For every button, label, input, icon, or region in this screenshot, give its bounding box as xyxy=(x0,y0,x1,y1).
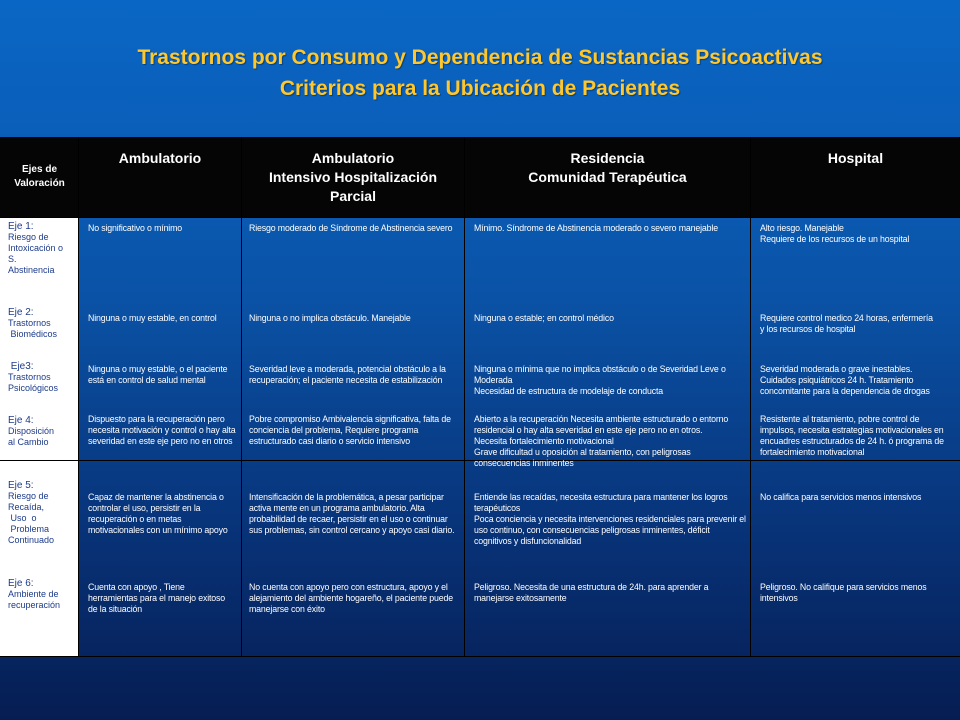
header-col2-line3: Parcial xyxy=(330,188,376,204)
header-axes: Ejes de Valoración xyxy=(14,164,65,189)
axis-6-line: Ambiente de xyxy=(8,589,59,599)
axis-5-line: Riesgo de xyxy=(8,491,49,501)
axis-2-title: Eje 2: xyxy=(8,307,34,318)
axis-1-line: Riesgo de xyxy=(8,232,49,242)
column-divider xyxy=(78,137,79,656)
cell-r4-hospital: Resistente al tratamiento, pobre control de impulsos, necesita estrategias motivacionales en encuadres estructurados de 24 h. ó programa de fortalecimiento motivacional xyxy=(760,414,944,457)
cell-r4-residencia: Abierto a la recuperación Necesita ambiente estructurado o entorno residencial o hay alta severidad en este eje pero no en otros. Necesita fortalecimiento motivacional Grave dificultad u oposición al tratamiento, con peligrosas consecuencias inminentes xyxy=(474,414,729,468)
slide-title xyxy=(0,42,960,104)
header-col2-line1: Ambulatorio xyxy=(311,150,395,166)
axis-1-line: Intoxicación o xyxy=(8,243,64,253)
axis-3-line: Trastornos xyxy=(8,372,51,382)
cell-r3-intensivo: Severidad leve a moderada, potencial obstáculo a la recuperación; el paciente necesita de estabilización xyxy=(249,364,446,385)
cell-r3-hospital: Severidad moderada o grave inestables. Cuidados psiquiátricos 24 h. Tratamiento concomitante para la dependencia de drogas xyxy=(760,364,930,396)
cell-r6-hospital: Peligroso. No califique para servicios menos intensivos xyxy=(760,582,927,603)
column-divider xyxy=(241,137,242,656)
cell-r5-hospital: No califica para servicios menos intensivos xyxy=(760,492,922,502)
axis-6 xyxy=(8,578,74,611)
axis-1 xyxy=(8,221,74,307)
axis-4-line: Disposición xyxy=(8,426,55,436)
header-col3-line2: Comunidad Terapéutica xyxy=(528,169,687,185)
axis-5-line: Problema xyxy=(8,524,50,534)
table-bottom-border xyxy=(0,656,960,657)
axis-5 xyxy=(8,480,74,578)
cell-r1-intensivo: Riesgo moderado de Síndrome de Abstinencia severo xyxy=(249,223,453,233)
axis-3-line: Psicológicos xyxy=(8,383,59,393)
axis-2-line: Trastornos xyxy=(8,318,51,328)
axis-1-line: S. xyxy=(8,254,17,264)
header-col3-line1: Residencia xyxy=(570,150,645,166)
axis-3-title: Eje3: xyxy=(8,361,34,372)
axis-5-title: Eje 5: xyxy=(8,480,34,491)
header-residencia xyxy=(465,137,750,217)
title-line-2: Criterios para la Ubicación de Pacientes xyxy=(279,77,681,100)
axis-6-title: Eje 6: xyxy=(8,578,34,589)
axis-3 xyxy=(8,361,74,415)
cell-r2-residencia: Ninguna o estable; en control médico xyxy=(474,313,614,323)
cell-r2-hospital: Requiere control medico 24 horas, enfermería y los recursos de hospital xyxy=(760,313,933,334)
header-hospital: Hospital xyxy=(827,150,884,166)
cell-r1-hospital: Alto riesgo. Manejable Requiere de los recursos de un hospital xyxy=(760,223,910,244)
axis-6-line: recuperación xyxy=(8,600,61,610)
cell-r6-intensivo: No cuenta con apoyo pero con estructura, apoyo y el alejamiento del ambiente hogareño, el paciente puede manejarse con éxito xyxy=(249,582,453,614)
column-divider xyxy=(464,137,465,656)
axis-5-line: Uso o xyxy=(8,513,37,523)
cell-r1-residencia: Mínimo. Síndrome de Abstinencia moderado o severo manejable xyxy=(474,223,718,233)
axis-4 xyxy=(8,415,74,480)
axis-1-title: Eje 1: xyxy=(8,221,34,232)
cell-r3-ambulatorio: Ninguna o muy estable, o el paciente está en control de salud mental xyxy=(88,364,228,385)
cell-r6-ambulatorio: Cuenta con apoyo , Tiene herramientas para el manejo exitoso de la situación xyxy=(88,582,226,614)
cell-r1-ambulatorio: No significativo o mínimo xyxy=(88,223,183,233)
header-ambulatorio-intensivo xyxy=(242,137,464,217)
axis-5-line: Continuado xyxy=(8,535,55,545)
row-divider xyxy=(0,217,960,218)
axes-column xyxy=(0,217,78,656)
cell-r5-ambulatorio: Capaz de mantener la abstinencia o controlar el uso, persistir en la recuperación o en metas motivacionales con un mínimo apoyo xyxy=(88,492,228,535)
cell-r4-intensivo: Pobre compromiso Ambivalencia significativa, falta de conciencia del problema, Requiere programa estructurado casi diario o servicio intensivo xyxy=(249,414,451,446)
cell-r2-intensivo: Ninguna o no implica obstáculo. Manejable xyxy=(249,313,411,323)
cell-r4-ambulatorio: Dispuesto para la recuperación pero necesita motivación y control o hay alta severidad en este eje pero no en otros xyxy=(88,414,236,446)
cell-r5-intensivo: Intensificación de la problemática, a pesar participar activa mente en un programa ambulatorio. Alta probabilidad de recaer, persistir en el uso o continuar sus problemas, sin control cercano y apoyo casi diario. xyxy=(249,492,455,535)
axis-2-line: Biomédicos xyxy=(8,329,58,339)
cell-r5-residencia: Entiende las recaídas, necesita estructura para mantener los logros terapéuticos Poca conciencia y necesita intervenciones residenciales para prevenir el uso continuo, con consecuencias peligrosas inminentes, déficit cognitivos y disfuncionalidad xyxy=(474,492,746,546)
axis-1-line: Abstinencia xyxy=(8,265,55,275)
cell-r3-residencia: Ninguna o mínima que no implica obstáculo o de Severidad Leve o Moderada Necesidad de estructura de modelaje de conducta xyxy=(474,364,726,396)
column-divider xyxy=(750,137,751,656)
header-col2-line2: Intensivo Hospitalización xyxy=(268,169,438,185)
header-ambulatorio: Ambulatorio xyxy=(118,150,202,166)
axis-2 xyxy=(8,307,74,361)
title-line-1: Trastornos por Consumo y Dependencia de Sustancias Psicoactivas xyxy=(137,46,823,69)
cell-r6-residencia: Peligroso. Necesita de una estructura de 24h. para aprender a manejarse exitosamente xyxy=(474,582,709,603)
axis-4-title: Eje 4: xyxy=(8,415,34,426)
axis-5-line: Recaída, xyxy=(8,502,45,512)
cell-r2-ambulatorio: Ninguna o muy estable, en control xyxy=(88,313,217,323)
axis-4-line: al Cambio xyxy=(8,437,49,447)
